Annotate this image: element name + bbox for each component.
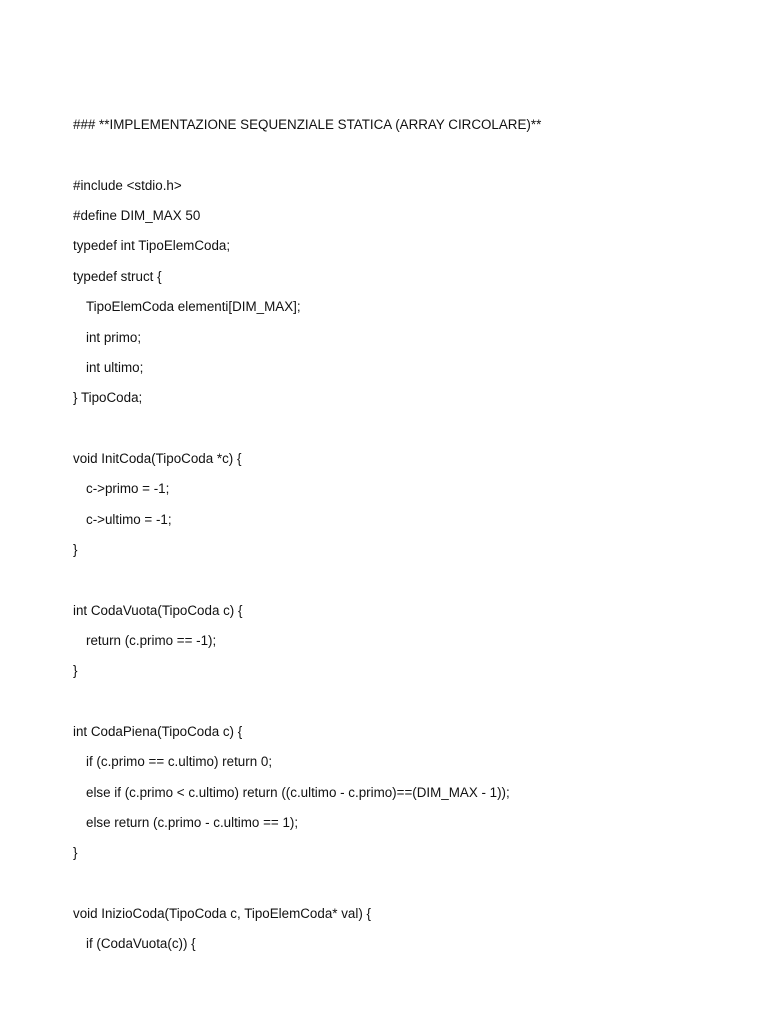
code-line: }: [73, 542, 78, 557]
code-line: if (CodaVuota(c)) {: [86, 936, 196, 951]
code-line: #include <stdio.h>: [73, 178, 182, 193]
code-line: void InizioCoda(TipoCoda c, TipoElemCoda* val) {: [73, 906, 371, 921]
code-line: return (c.primo == -1);: [86, 633, 217, 648]
code-line: typedef struct {: [73, 269, 162, 284]
code-line: else return (c.primo - c.ultimo == 1);: [86, 815, 299, 830]
code-line: int primo;: [86, 330, 142, 345]
code-line: int ultimo;: [86, 360, 144, 375]
code-line: typedef int TipoElemCoda;: [73, 238, 231, 253]
code-line: } TipoCoda;: [73, 390, 143, 405]
code-line: if (c.primo == c.ultimo) return 0;: [86, 754, 273, 769]
code-line: else if (c.primo < c.ultimo) return ((c.ultimo - c.primo)==(DIM_MAX - 1));: [86, 785, 510, 800]
code-line: TipoElemCoda elementi[DIM_MAX];: [86, 299, 301, 314]
code-line: }: [73, 663, 78, 678]
code-line: c->ultimo = -1;: [86, 512, 172, 527]
code-line: int CodaPiena(TipoCoda c) {: [73, 724, 243, 739]
code-line: int CodaVuota(TipoCoda c) {: [73, 603, 243, 618]
code-line: c->primo = -1;: [86, 481, 170, 496]
document-heading: ### **IMPLEMENTAZIONE SEQUENZIALE STATICA (ARRAY CIRCOLARE)**: [73, 117, 542, 132]
code-line: void InitCoda(TipoCoda *c) {: [73, 451, 242, 466]
code-line: }: [73, 845, 78, 860]
code-line: #define DIM_MAX 50: [73, 208, 201, 223]
